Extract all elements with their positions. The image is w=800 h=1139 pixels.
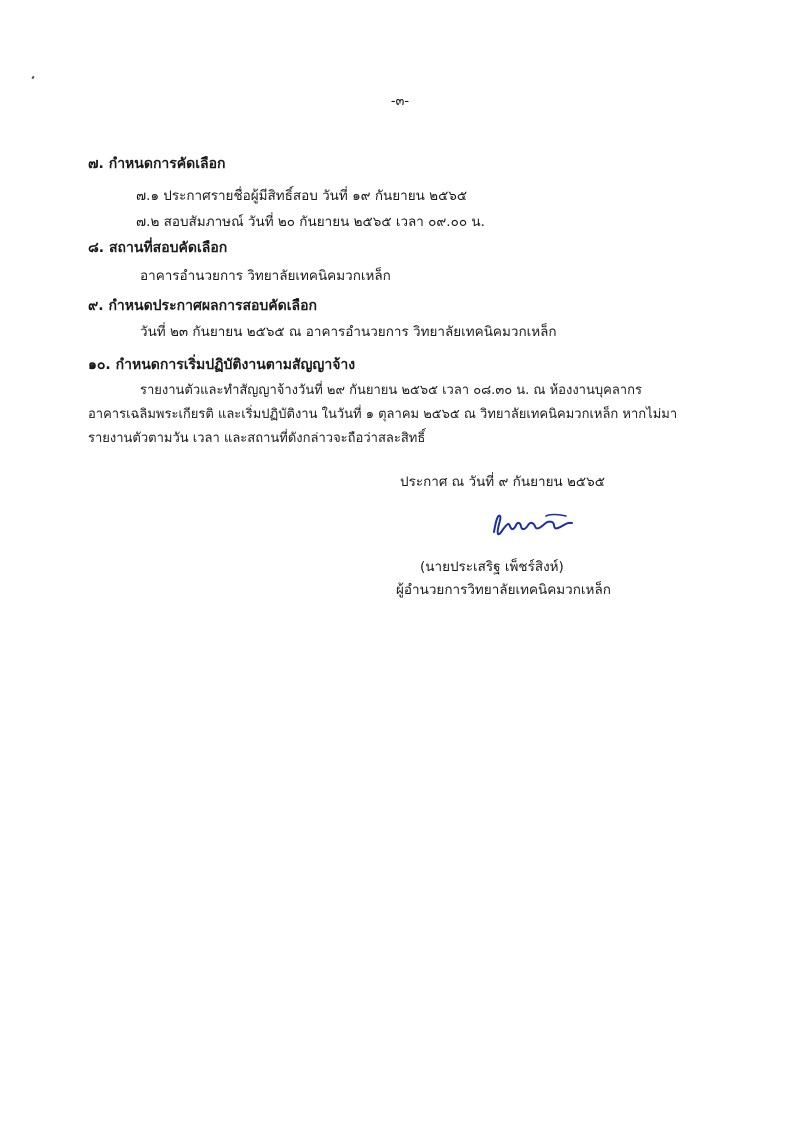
section-10-paragraph-line-2: อาคารเฉลิมพระเกียรติ และเริ่มปฏิบัติงาน ในวันที่ ๑ ตุลาคม ๒๕๖๕ ณ วิทยาลัยเทคนิคมวกเหล็ก หากไม่มา xyxy=(88,407,678,422)
announcement-date: ประกาศ ณ วันที่ ๙ กันยายน ๒๕๖๕ xyxy=(400,474,605,490)
handwritten-signature xyxy=(486,506,586,542)
section-7-item-1: ๗.๑ ประกาศรายชื่อผู้มีสิทธิ์สอบ วันที่ ๑๙ กันยายน ๒๕๖๕ xyxy=(136,188,468,204)
section-10-heading: ๑๐. กำหนดการเริ่มปฏิบัติงานตามสัญญาจ้าง xyxy=(88,357,356,373)
page-number: -๓- xyxy=(390,94,410,109)
section-7 xyxy=(88,154,728,232)
section-9-heading: ๙. กำหนดประกาศผลการสอบคัดเลือก xyxy=(88,298,318,314)
section-10-paragraph-line-3: รายงานตัวตามวัน เวลา และสถานที่ดังกล่าวจะถือว่าสละสิทธิ์ xyxy=(88,431,426,446)
section-9-line-1: วันที่ ๒๓ กันยายน ๒๕๖๕ ณ อาคารอำนวยการ วิทยาลัยเทคนิคมวกเหล็ก xyxy=(140,324,557,340)
section-7-heading: ๗. กำหนดการคัดเลือก xyxy=(88,156,226,172)
section-8-heading: ๘. สถานที่สอบคัดเลือก xyxy=(88,240,228,256)
section-8-line-1: อาคารอำนวยการ วิทยาลัยเทคนิคมวกเหล็ก xyxy=(140,268,391,284)
section-9 xyxy=(88,296,728,342)
section-8 xyxy=(88,238,728,286)
signatory-position: ผู้อำนวยการวิทยาลัยเทคนิคมวกเหล็ก xyxy=(396,582,611,598)
section-10-paragraph-line-1: รายงานตัวและทำสัญญาจ้างวันที่ ๒๙ กันยายน ๒๕๖๕ เวลา ๐๘.๓๐ น. ณ ห้องงานบุคลากร xyxy=(140,383,642,398)
section-10 xyxy=(88,355,728,449)
scan-speck xyxy=(31,76,34,80)
signatory-name: (นายประเสริฐ เพ็ชร์สิงห์) xyxy=(420,559,564,575)
section-7-item-2: ๗.๒ สอบสัมภาษณ์ วันที่ ๒๐ กันยายน ๒๕๖๕ เวลา ๐๙.๐๐ น. xyxy=(136,214,485,230)
